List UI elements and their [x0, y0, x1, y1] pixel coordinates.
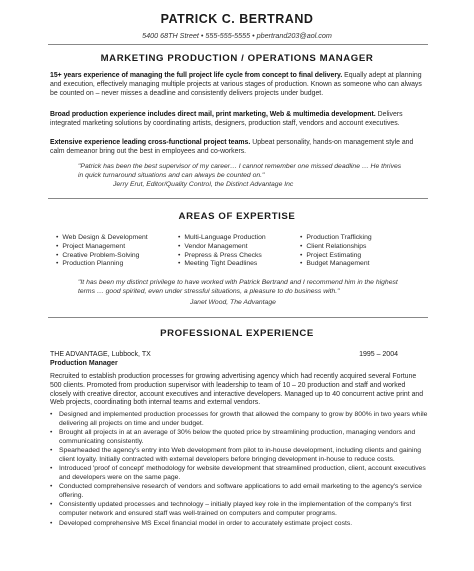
divider: [48, 44, 428, 45]
expertise-column-2: [178, 234, 266, 269]
achievement-item: • Introduced 'proof of concept' methodology for website development that streamlined production, client, account executives and developers were on the same page.: [50, 465, 428, 483]
job-intro: Recruited to establish production processes for growing advertising agency which had recently acquired several Fortune 500 clients. Promoted from production supervisor with leadership to team of 10 – 20 production and staff and worked closely with creative director, account executives and interactive developers. Managed up to 40 concurrent active print and Web projects, coordinating both internal teams and external vendors.: [50, 373, 424, 407]
testimonial-2: "It has been my distinct privilege to have worked with Patrick Bertrand and I recommend him in the highest terms … good spirited, even under stressful situations, a pleasure to do business with.": [78, 279, 398, 295]
expertise-column-1: [56, 234, 148, 269]
divider: [48, 317, 428, 318]
expertise-item: • Meeting Tight Deadlines: [178, 260, 266, 269]
expertise-item: • Production Planning: [56, 260, 148, 269]
expertise-item: • Web Design & Development: [56, 234, 148, 243]
expertise-column-3: [300, 234, 372, 269]
contact-line: 5400 68TH Street • 555-555-5555 • pbertrand203@aol.com: [142, 31, 332, 40]
expertise-item: • Vendor Management: [178, 243, 266, 252]
headline: MARKETING PRODUCTION / OPERATIONS MANAGER: [100, 53, 374, 64]
achievement-item: • Conducted comprehensive research of vendors and software applications to add email marketing to the agency's service offering.: [50, 483, 428, 501]
testimonial-1-attribution: Jerry Erut, Editor/Quality Control, the Distinct Advantage Inc: [113, 181, 294, 188]
achievement-item: • Designed and implemented production processes for growth that allowed the company to grow by 800% in two years while delivering all projects on time and under budget.: [50, 411, 428, 429]
job-title: Production Manager: [50, 360, 118, 367]
achievements-list: [50, 411, 428, 529]
expertise-item: • Budget Management: [300, 260, 372, 269]
expertise-item: • Project Estimating: [300, 252, 372, 261]
achievement-item: • Consistently updated processes and technology – initially played key role in the implementation of the company's first computer network and ensured staff was well-trained on computers and computer programs.: [50, 501, 428, 519]
candidate-name: PATRICK C. BERTRAND: [160, 12, 314, 26]
summary-paragraph-3: Extensive experience leading cross-functional project teams. Upbeat personality, hands-on management style and calm demeanor bring out the best in employees and co-workers.: [50, 139, 414, 155]
experience-heading: PROFESSIONAL EXPERIENCE: [160, 328, 314, 339]
expertise-item: • Project Management: [56, 243, 148, 252]
summary-paragraph-2: Broad production experience includes direct mail, print marketing, Web & multimedia development. Delivers integrated marketing solutions by coordinating artists, designers, production staff, vendors and account executives.: [50, 111, 403, 127]
testimonial-2-attribution: Janet Wood, The Advantage: [190, 299, 276, 306]
expertise-heading: AREAS OF EXPERTISE: [178, 211, 296, 222]
expertise-item: • Production Trafficking: [300, 234, 372, 243]
achievement-item: • Brought all projects in at an average of 30% below the quoted price by streamlining production, managing vendors and communicating consistently.: [50, 429, 428, 447]
job-header: [50, 351, 428, 358]
summary-paragraph-1: 15+ years experience of managing the full project life cycle from concept to final delivery. Equally adept at planning and execution, effectively managing multiple projects at various stages of production. Known as someone who can always be counted on – never misses a deadline and consistently delivers projects under budget.: [50, 72, 422, 97]
divider: [48, 198, 428, 199]
expertise-item: • Client Relationships: [300, 243, 372, 252]
achievement-item: • Developed comprehensive MS Excel financial model in order to accurately estimate project costs.: [50, 520, 428, 529]
expertise-item: • Creative Problem-Solving: [56, 252, 148, 261]
expertise-item: • Multi-Language Production: [178, 234, 266, 243]
expertise-item: • Prepress & Press Checks: [178, 252, 266, 261]
job-dates: 1995 – 2004: [359, 351, 398, 358]
company-name: THE ADVANTAGE, Lubbock, TX: [50, 351, 151, 358]
testimonial-1: "Patrick has been the best supervisor of my career… I cannot remember one missed deadline … He thrives in quick turnaround situations and can always be counted on.": [78, 163, 402, 179]
achievement-item: • Spearheaded the agency's entry into Web development from pilot to in-house development, including clients and gaining client loyalty. Initially contracted with external developers before bringing development in-house to reduce costs.: [50, 447, 428, 465]
